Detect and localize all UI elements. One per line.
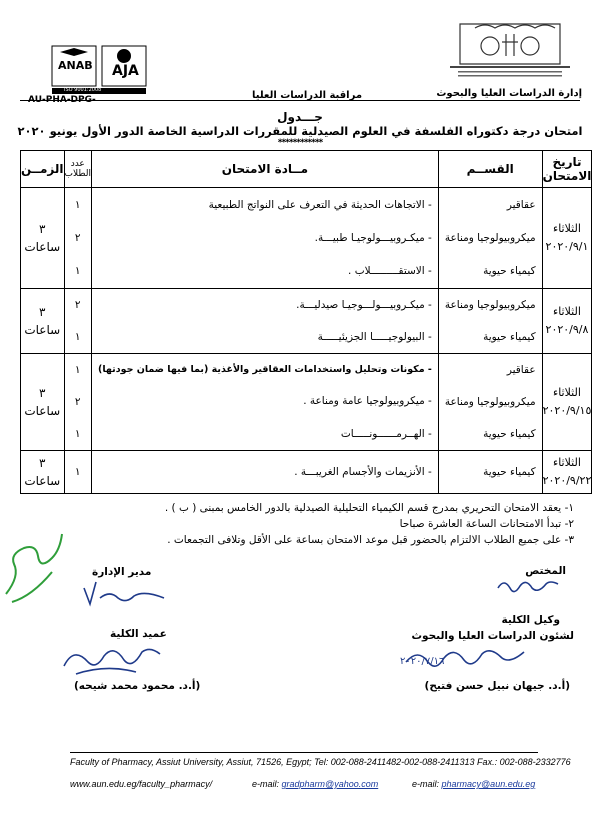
footer-email-label-1: e-mail: bbox=[252, 779, 280, 789]
specialist-signature bbox=[494, 574, 564, 598]
col-header-date: تاريخ الامتحان bbox=[542, 151, 592, 188]
col-header-duration: الزمــن bbox=[21, 151, 65, 188]
university-crest-logo bbox=[440, 14, 580, 86]
table-header-row bbox=[21, 151, 592, 188]
table-row bbox=[21, 289, 592, 354]
footer-divider bbox=[70, 752, 538, 753]
department-cell: كيمياء حيوية bbox=[438, 451, 542, 494]
date-cell: الثلاثاء ٢٠٢٠/٩/٢٢ bbox=[542, 451, 592, 494]
footer-email-label-2: e-mail: bbox=[412, 779, 440, 789]
dean-signature bbox=[56, 640, 166, 680]
green-handwritten-signature bbox=[2, 528, 66, 606]
subject-cell: - ميكـروبيـــولـــوجيـا صيدليـــة. - البيولوجيـــــا الجزيئيـــــة bbox=[91, 289, 438, 354]
table-row bbox=[21, 451, 592, 494]
date-cell: الثلاثاء ٢٠٢٠/٩/٨ bbox=[542, 289, 592, 354]
note-1: ١- يعقد الامتحان التحريري بمدرج قسم الكيمياء التحليلية الصيدلية بالدور الخامس بمبنى ( ب ) . bbox=[164, 502, 574, 514]
aja-logo-text: AJA bbox=[112, 63, 139, 79]
vice-dean-date: ٢٠٢٠/٧/١٦ bbox=[400, 656, 445, 667]
vice-dean-name: (أ.د. جيهان نبيل حسن فتيح) bbox=[424, 680, 570, 692]
vice-dean-title: وكيل الكلية bbox=[501, 614, 560, 626]
duration-cell: ٣ ساعات bbox=[21, 289, 65, 354]
department-cell: ميكروبيولوجيا ومناعة كيمياء حيوية bbox=[438, 289, 542, 354]
dept-right-label: إدارة الدراسات العليا والبحوث bbox=[436, 88, 582, 99]
note-2: ٢- تبدأ الامتحانات الساعة العاشرة صباحا bbox=[399, 518, 574, 530]
accreditation-logos bbox=[50, 42, 150, 96]
department-cell: عقاقير ميكروبيولوجيا ومناعة كيمياء حيوية bbox=[438, 354, 542, 451]
col-header-subject: مــادة الامتحان bbox=[91, 151, 438, 188]
department-cell: عقاقير ميكروبيولوجيا ومناعة كيمياء حيوية bbox=[438, 188, 542, 289]
count-cell: ٢ ١ bbox=[64, 289, 91, 354]
footer-email-2-group bbox=[412, 779, 535, 789]
col-header-department: القســم bbox=[438, 151, 542, 188]
page-subtitle: امتحان درجة دكتوراه الفلسفة في العلوم الصيدلية للمقررات الدراسية الخاصة الدور الأول يونيو ٢٠٢٠ bbox=[17, 124, 583, 138]
iso-logo-text: ISO 9001:2008 bbox=[64, 87, 102, 93]
dept-center-label: مراقبة الدراسات العليا bbox=[252, 90, 363, 101]
date-cell: الثلاثاء ٢٠٢٠/٩/١ bbox=[542, 188, 592, 289]
count-cell: ١ bbox=[64, 451, 91, 494]
duration-cell: ٣ ساعات bbox=[21, 188, 65, 289]
footer-email-2[interactable]: pharmacy@aun.edu.eg bbox=[441, 779, 536, 789]
exam-schedule-table bbox=[20, 150, 592, 494]
col-header-count: عدد الطلاب bbox=[64, 151, 91, 188]
count-cell: ١ ٢ ١ bbox=[64, 354, 91, 451]
doc-code: AU-PHA-DPG- bbox=[28, 95, 96, 105]
footer-address: Faculty of Pharmacy, Assiut University, Assiut, 71526, Egypt; Tel: 002-088-2411482-002-088-2411313 Fax.: 002-088-2332776 bbox=[70, 757, 571, 767]
vice-dean-subtitle: لشئون الدراسات العليا والبحوث bbox=[411, 630, 574, 642]
page-title: جـــدول bbox=[277, 110, 323, 124]
footer-website[interactable]: www.aun.edu.eg/faculty_pharmacy/ bbox=[70, 779, 213, 789]
specialist-title: المختص bbox=[525, 565, 566, 577]
duration-cell: ٣ ساعات bbox=[21, 354, 65, 451]
table-row bbox=[21, 188, 592, 289]
footer-email-1-group bbox=[252, 779, 378, 789]
subject-cell: - الأنزيمات والأجسام الغريبـــة . bbox=[91, 451, 438, 494]
table-row bbox=[21, 354, 592, 451]
dean-title: عميد الكلية bbox=[110, 628, 167, 640]
dean-name: (أ.د. محمود محمد شيحه) bbox=[74, 680, 201, 692]
duration-cell: ٣ ساعات bbox=[21, 451, 65, 494]
admin-manager-signature bbox=[80, 580, 170, 610]
title-stars: ************ bbox=[277, 138, 323, 148]
count-cell: ١ ٢ ١ bbox=[64, 188, 91, 289]
date-cell: الثلاثاء ٢٠٢٠/٩/١٥ bbox=[542, 354, 592, 451]
subject-cell: - مكونات وتحليل واستخدامات العقاقير والأغذية (بما فيها ضمان جودتها) - ميكروبيولوجيا عامة ومناعة . - الهــرمــــــونـــــات bbox=[91, 354, 438, 451]
anab-logo-text: ANAB bbox=[58, 59, 93, 72]
footer-email-1[interactable]: gradpharm@yahoo.com bbox=[281, 779, 379, 789]
subject-cell: - الاتجاهات الحديثة في التعرف على النواتج الطبيعية - ميكـروبيـــولوجيـا طبيـــة. - الاستقـــــــــلاب . bbox=[91, 188, 438, 289]
note-3: ٣- على جميع الطلاب الالتزام بالحضور قبل موعد الامتحان بساعة على الأقل وتلافى التجمعات . bbox=[167, 534, 574, 546]
admin-manager-title: مدير الإدارة bbox=[92, 566, 152, 578]
